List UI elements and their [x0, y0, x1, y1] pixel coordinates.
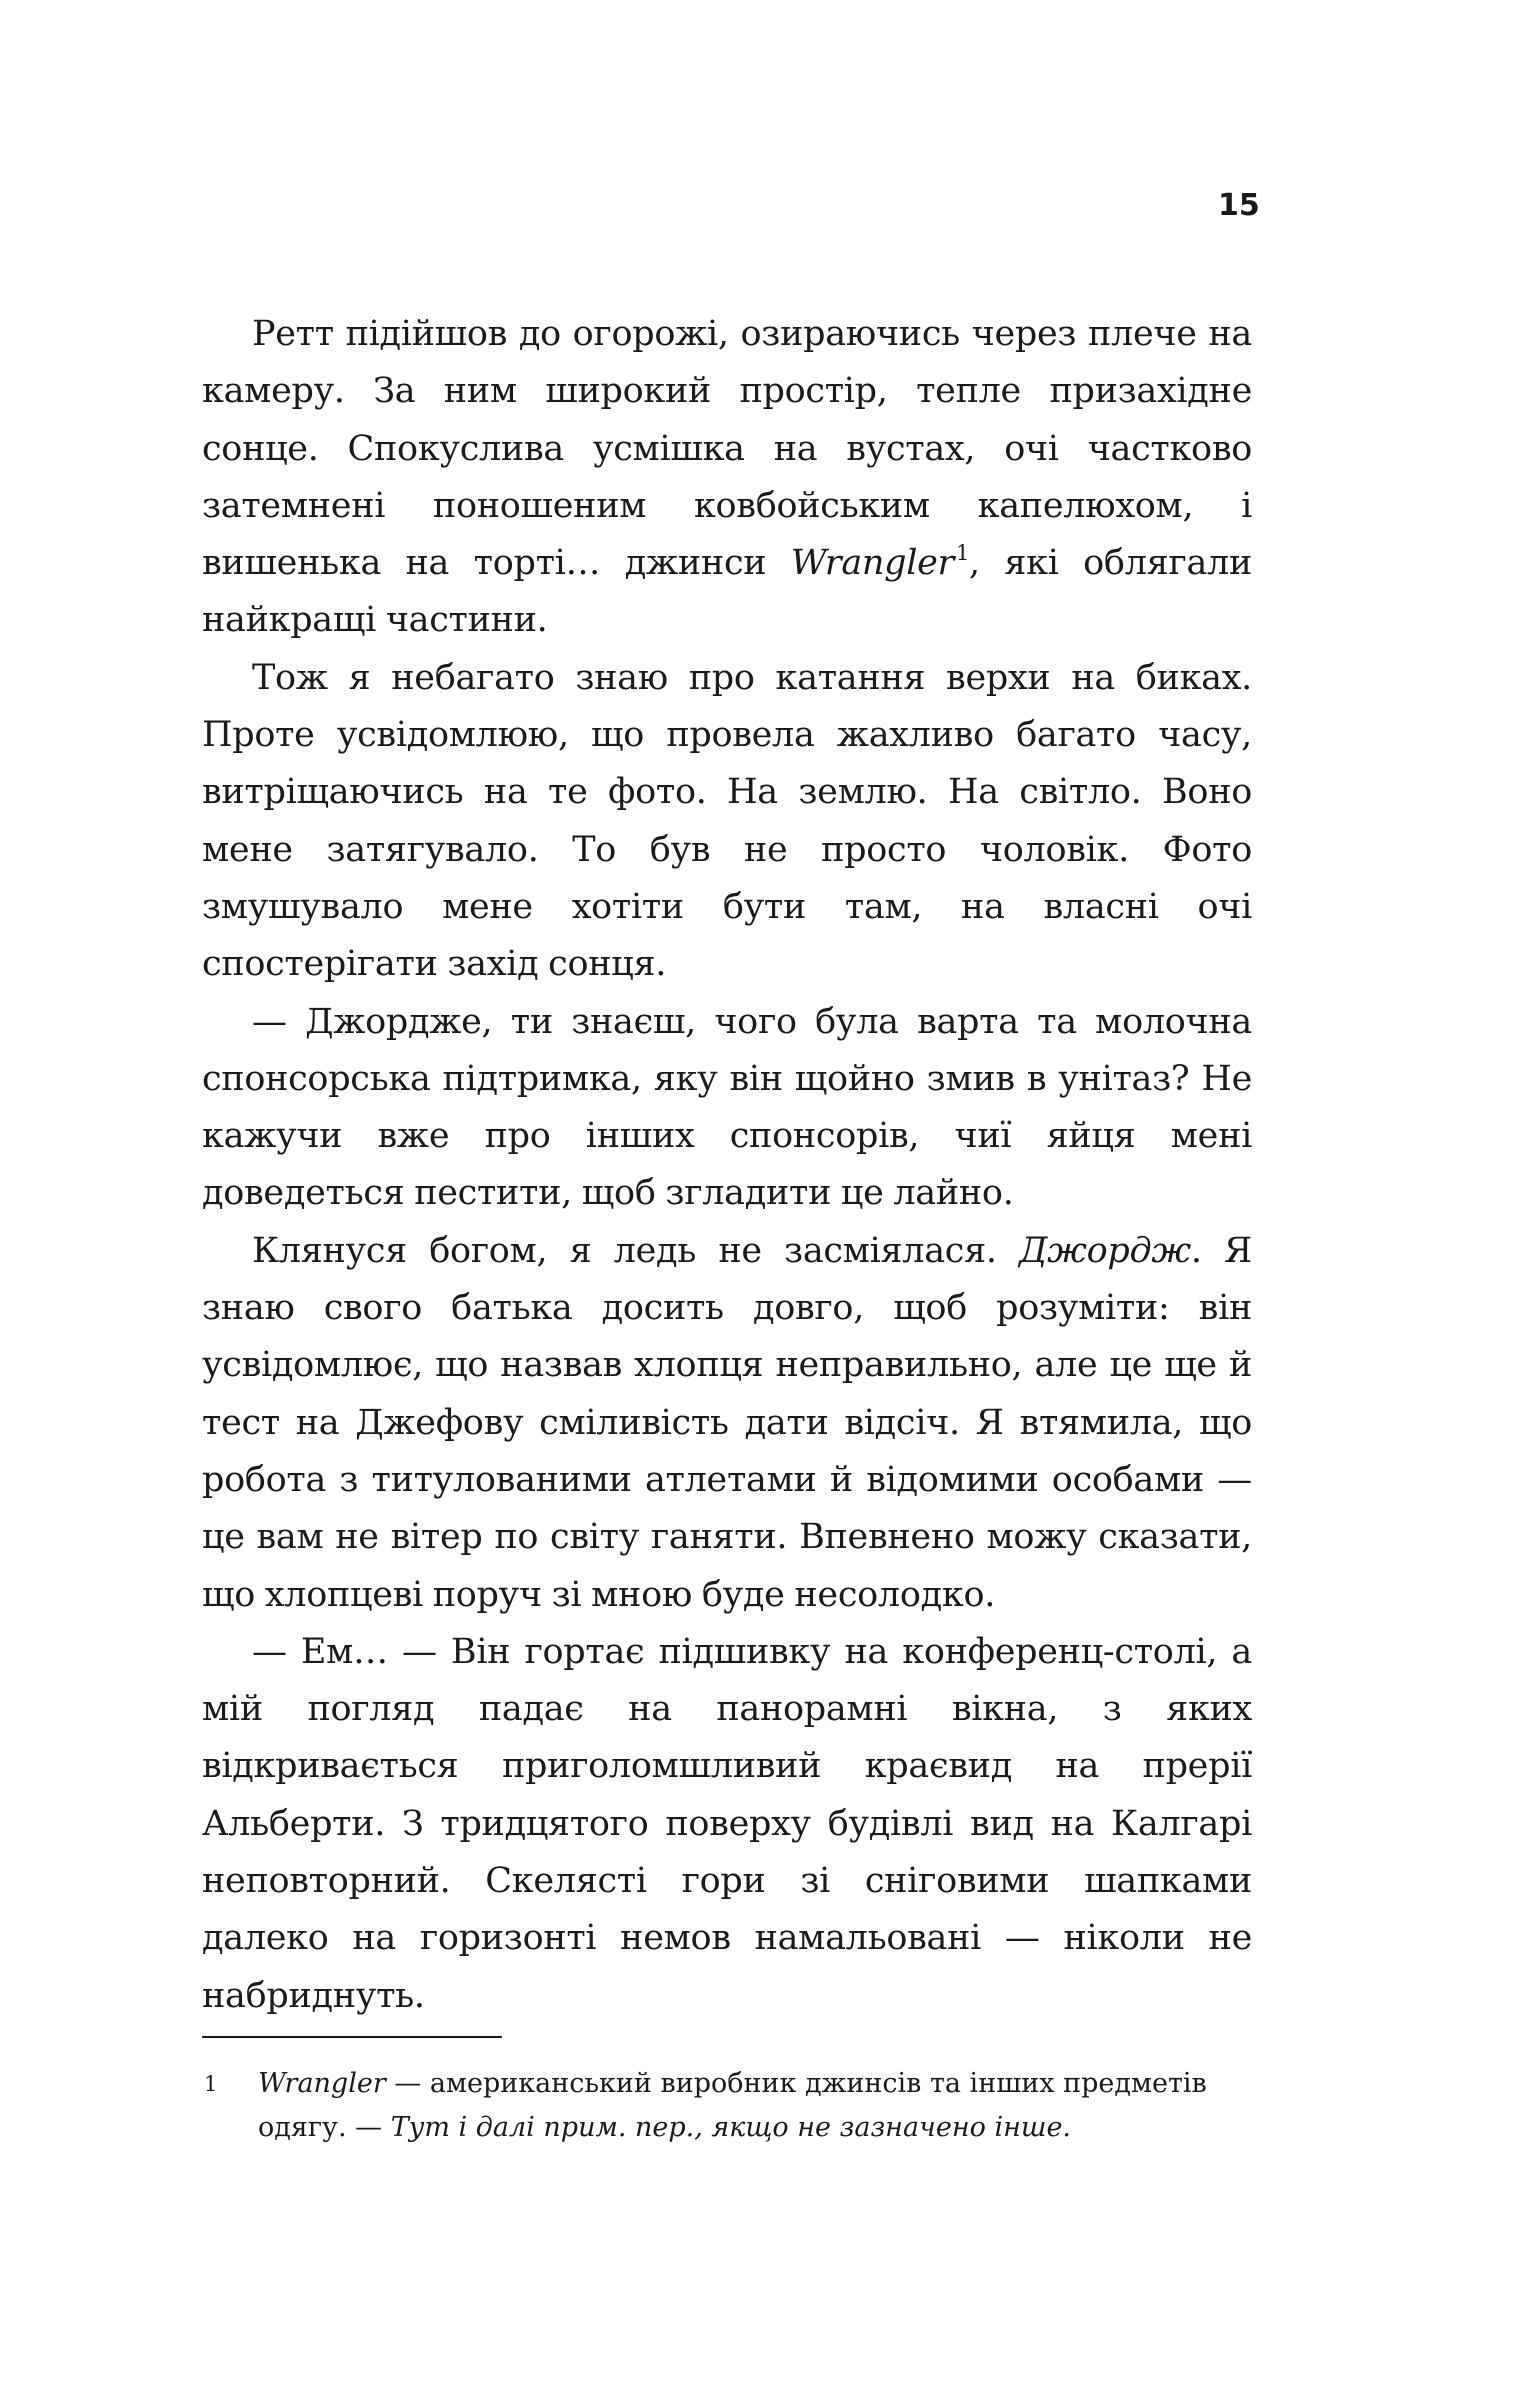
text-run: — Джордже, ти знаєш, чого була варта та молочна спонсорська підтримка, яку він щойно змив в унітаз? Не кажучи вже про інших спонсорів, чиї яйця мені доведеться пестити, щоб згладити це лайно. — [202, 1001, 1252, 1214]
text-run: . Я знаю свого батька досить довго, щоб розуміти: він усвідомлює, що назвав хлопця неправильно, але це ще й тест на Джефову сміливість дати відсіч. Я втямила, що робота з титулованими атлетами й відомими особами — це вам не вітер по світу ганяти. Впевнено можу сказати, що хлопцеві поруч зі мною буде несолодко. — [202, 1230, 1252, 1615]
emphasis: Тут і далі прим. пер., якщо не зазначено інше. — [390, 2112, 1072, 2143]
text-run: Тож я небагато знаю про катання верхи на биках. Проте усвідомлюю, що провела жахливо багато часу, витріщаючись на те фото. На землю. На світло. Воно мене затягувало. То був не просто чоловік. Фото змушувало мене хотіти бути там, на власні очі спостерігати захід сонця. — [202, 657, 1252, 985]
brand-name: Wrangler — [790, 543, 954, 584]
page-number: 15 — [1218, 188, 1260, 223]
text-run: — Ем… — Він гортає підшивку на конференц-столі, а мій погляд падає на панорамні вікна, з яких відкривається приголомшливий краєвид на прерії Альберти. З тридцятого поверху будівлі вид на Калгарі неповторний. Скелясті гори зі сніговими шапками далеко на горизонті немов намальовані — ніколи не набриднуть. — [202, 1631, 1252, 2016]
text-run: Ретт підійшов до огорожі, озираючись через плече на камеру. За ним широкий простір, тепле призахідне сонце. Спокуслива усмішка на вустах, очі частково затемнені поношеним ковбойським капелюхом, і вишенька на торті… джинси — [202, 314, 1252, 584]
footnote-reference[interactable]: 1 — [955, 541, 970, 566]
paragraph — [202, 650, 1252, 994]
body-text — [202, 306, 1252, 2025]
brand-name: Wrangler — [258, 2068, 386, 2099]
paragraph — [202, 1624, 1252, 2025]
text-run: — американський виробник джинсів та інших предметів одягу. — — [258, 2068, 1207, 2143]
footnote — [202, 2062, 1252, 2150]
paragraph — [202, 306, 1252, 650]
footnote-text — [202, 2062, 1252, 2150]
emphasis: Джордж — [1019, 1230, 1191, 1271]
footnote-divider — [202, 2036, 502, 2038]
text-run: , які облягали найкращі частини. — [202, 543, 1252, 641]
text-run: Клянуся богом, я ледь не засміялася. — [252, 1230, 1020, 1271]
footnote-number: 1 — [204, 2072, 218, 2096]
paragraph — [202, 1223, 1252, 1624]
paragraph — [202, 994, 1252, 1223]
